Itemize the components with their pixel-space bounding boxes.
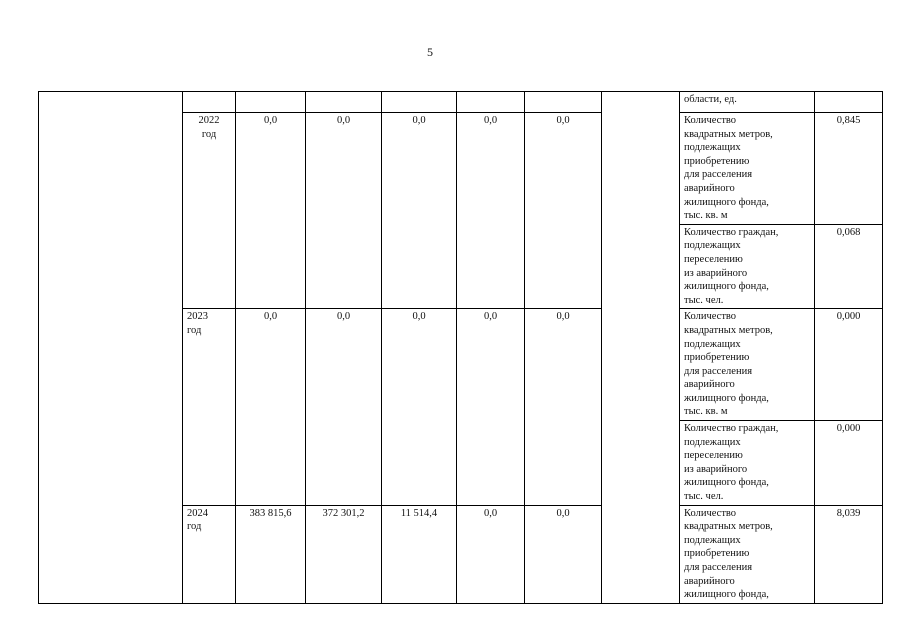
indicator-value: 0,068 — [815, 224, 883, 309]
indicator-value: 0,845 — [815, 113, 883, 225]
indicator-cell: области, ед. — [680, 92, 815, 113]
value-cell: 0,0 — [457, 309, 525, 505]
indicator-cell: Количество квадратных метров, подлежащих приобретению для расселения аварийного жилищного фонда, — [680, 505, 815, 603]
indicator-value: 8,039 — [815, 505, 883, 603]
indicator-cell: Количество квадратных метров, подлежащих приобретению для расселения аварийного жилищного фонда, тыс. кв. м — [680, 113, 815, 225]
value-cell: 11 514,4 — [382, 505, 457, 603]
value-cell: 372 301,2 — [306, 505, 382, 603]
year-cell: 2022 год — [183, 113, 236, 309]
value-cell: 383 815,6 — [236, 505, 306, 603]
value-cell: 0,0 — [236, 309, 306, 505]
value-cell: 0,0 — [457, 113, 525, 309]
indicator-value: 0,000 — [815, 421, 883, 506]
value-cell: 0,0 — [525, 113, 602, 309]
table-row — [39, 92, 883, 113]
value-cell: 0,0 — [306, 113, 382, 309]
value-cell: 0,0 — [525, 309, 602, 505]
program-table — [38, 91, 883, 604]
page-number: 5 — [427, 45, 433, 59]
value-cell: 0,0 — [306, 309, 382, 505]
value-cell: 0,0 — [457, 505, 525, 603]
indicator-cell: Количество квадратных метров, подлежащих приобретению для расселения аварийного жилищного фонда, тыс. кв. м — [680, 309, 815, 421]
value-cell: 0,0 — [236, 113, 306, 309]
year-cell: 2023 год — [183, 309, 236, 505]
merged-name-cell — [39, 92, 183, 604]
year-cell: 2024 год — [183, 505, 236, 603]
value-cell: 0,0 — [525, 505, 602, 603]
value-cell: 0,0 — [382, 113, 457, 309]
value-cell: 0,0 — [382, 309, 457, 505]
merged-executor-cell — [602, 92, 680, 604]
indicator-cell: Количество граждан, подлежащих переселению из аварийного жилищного фонда, тыс. чел. — [680, 224, 815, 309]
indicator-cell: Количество граждан, подлежащих переселению из аварийного жилищного фонда, тыс. чел. — [680, 421, 815, 506]
indicator-value: 0,000 — [815, 309, 883, 421]
